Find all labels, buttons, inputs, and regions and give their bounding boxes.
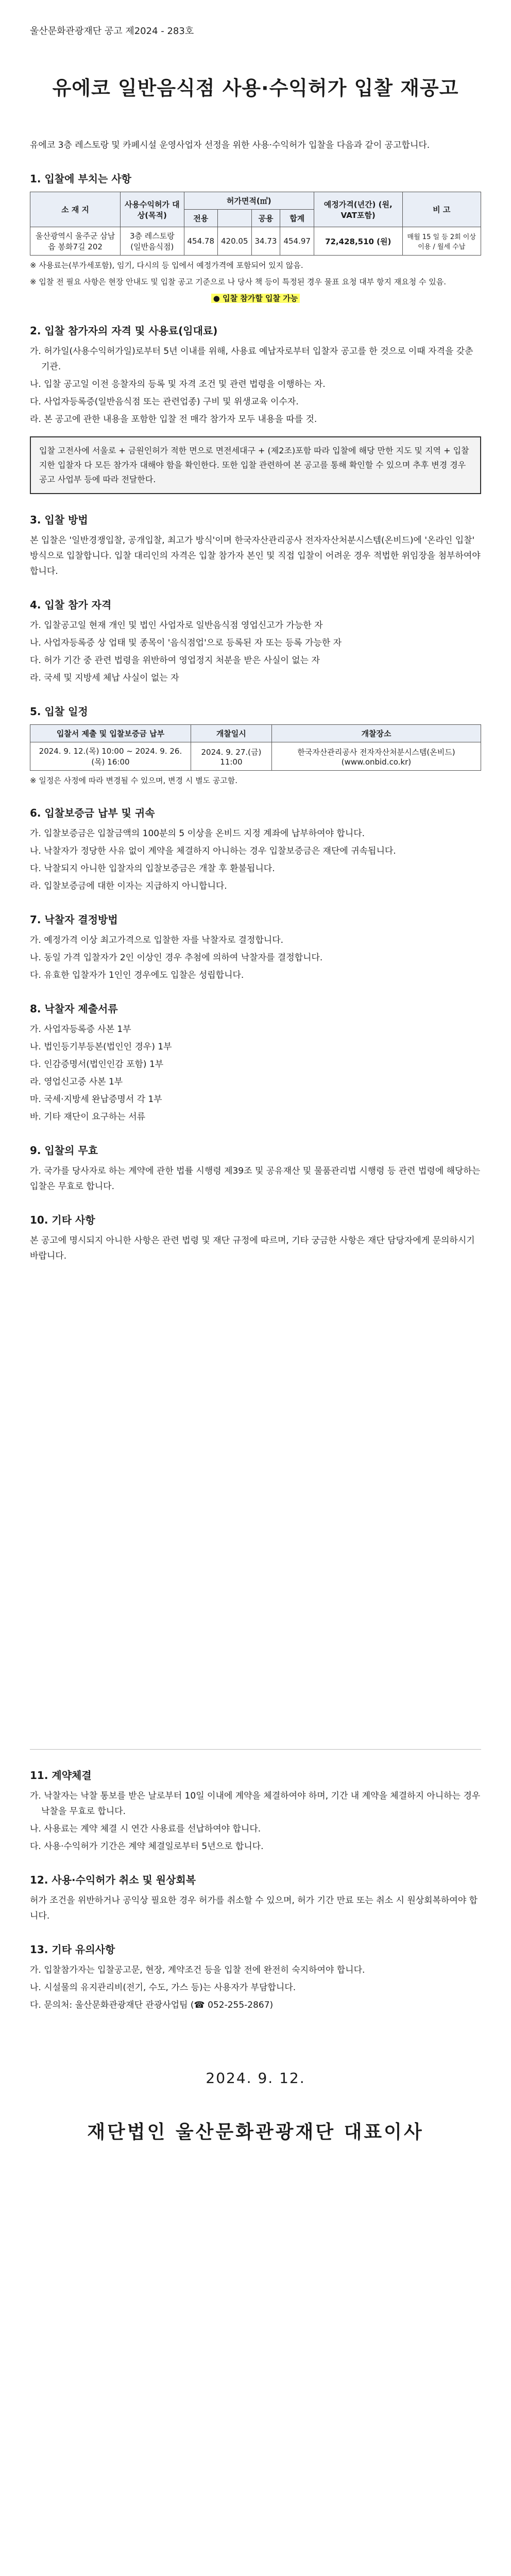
sec5-note: ※ 일정은 사정에 따라 변경될 수 있으며, 변경 시 별도 공고함. bbox=[30, 776, 238, 785]
sec6-heading: 6. 입찰보증금 납부 및 귀속 bbox=[30, 807, 155, 819]
cell-price: 72,428,510 (원) bbox=[314, 227, 402, 256]
sec2-heading: 2. 입찰 참가자의 자격 및 사용료(임대료) bbox=[30, 325, 218, 337]
sec6-item-1: 가. 입찰보증금은 입찰금액의 100분의 5 이상을 온비드 지정 계좌에 납부하여야 합니다. bbox=[30, 828, 365, 839]
th-target: 사용수익허가 대상(목적) bbox=[121, 192, 184, 227]
sec4-item-2: 나. 사업자등록증 상 업태 및 종목이 '음식점업'으로 등록된 자 또는 등록 가능한 자 bbox=[30, 638, 342, 648]
sec7-item-1: 가. 예정가격 이상 최고가격으로 입찰한 자를 낙찰자로 결정합니다. bbox=[30, 935, 284, 945]
th-opening-place: 개찰장소 bbox=[271, 725, 481, 742]
sec6-item-2: 나. 낙찰자가 정당한 사유 없이 계약을 체결하지 아니하는 경우 입찰보증금은 재단에 귀속됩니다. bbox=[30, 846, 396, 856]
sec11-item-1: 가. 낙찰자는 낙찰 통보를 받은 날로부터 10일 이내에 계약을 체결하여야 하며, 기간 내 계약을 체결하지 아니하는 경우 낙찰을 무효로 합니다. bbox=[30, 1791, 481, 1817]
sec11-item-3: 다. 사용·수익허가 기간은 계약 체결일로부터 5년으로 합니다. bbox=[30, 1841, 264, 1852]
sec4-item-4: 라. 국세 및 지방세 체납 사실이 없는 자 bbox=[30, 673, 179, 683]
sec6-item-4: 라. 입찰보증금에 대한 이자는 지급하지 아니합니다. bbox=[30, 881, 227, 891]
th-opening-time: 개찰일시 bbox=[191, 725, 271, 742]
sec7-item-3: 다. 유효한 입찰자가 1인인 경우에도 입찰은 성립합니다. bbox=[30, 970, 244, 980]
sec1-footnote-1: ※ 사용료는(부가세포함), 임기, 다시의 등 입에서 예정가격에 포함되어 있지 않음. bbox=[30, 261, 303, 270]
sec7-heading: 7. 낙찰자 결정방법 bbox=[30, 913, 118, 926]
sec2-item-2: 나. 입찰 공고일 이전 응찰자의 등록 및 자격 조건 및 관련 법령을 이행하는 자. bbox=[30, 379, 326, 389]
th-submission: 입찰서 제출 및 입찰보증금 납부 bbox=[30, 725, 191, 742]
sec11-heading: 11. 계약체결 bbox=[30, 1769, 92, 1782]
page-break-space bbox=[30, 1270, 481, 1734]
sec9-body: 가. 국가를 당사자로 하는 계약에 관한 법률 시행령 제39조 및 공유재산 및 물품관리법 시행령 등 관련 법령에 해당하는 입찰은 무효로 합니다. bbox=[30, 1166, 481, 1192]
sec13-heading: 13. 기타 유의사항 bbox=[30, 1943, 115, 1956]
table-row bbox=[30, 742, 481, 771]
cell-location: 울산광역시 울주군 삼남읍 봉화7길 202 bbox=[30, 227, 121, 256]
sec13-item-1: 가. 입찰참가자는 입찰공고문, 현장, 계약조건 등을 입찰 전에 완전히 숙지하여야 합니다. bbox=[30, 1965, 365, 1975]
sec1-heading: 1. 입찰에 부치는 사항 bbox=[30, 173, 131, 185]
notice-number: 울산문화관광재단 공고 제2024 - 283호 bbox=[30, 26, 194, 37]
th-total: 합계 bbox=[280, 210, 314, 227]
sec3-body: 본 입찰은 '일반경쟁입찰, 공개입찰, 최고가 방식'이며 한국자산관리공사 전자자산처분시스템(온비드)에 '온라인 입찰' 방식으로 입찰합니다. 입찰 대리인의 자격은 입찰 참가자 본인 및 직접 입찰이 어려운 경우 적법한 위임장을 첨부하여야 합니다. bbox=[30, 535, 481, 577]
th-price: 예정가격(년간) (원, VAT포함) bbox=[314, 192, 402, 227]
sec10-body: 본 공고에 명시되지 아니한 사항은 관련 법령 및 재단 규정에 따르며, 기타 궁금한 사항은 재단 담당자에게 문의하시기 바랍니다. bbox=[30, 1235, 475, 1261]
th-exclusive2 bbox=[218, 210, 252, 227]
th-location: 소 재 지 bbox=[30, 192, 121, 227]
page-title: 유에코 일반음식점 사용·수익허가 입찰 재공고 bbox=[52, 77, 459, 99]
sec2-item-3: 다. 사업자등록증(일반음식점 또는 관련업종) 구비 및 위생교육 이수자. bbox=[30, 397, 299, 407]
cell-opening-time: 2024. 9. 27.(금) 11:00 bbox=[191, 742, 271, 771]
notice-date: 2024. 9. 12. bbox=[206, 2070, 305, 2087]
sec8-item-6: 바. 기타 재단이 요구하는 서류 bbox=[30, 1112, 146, 1122]
sec5-heading: 5. 입찰 일정 bbox=[30, 705, 88, 718]
sec8-heading: 8. 낙찰자 제출서류 bbox=[30, 1003, 118, 1015]
cell-target: 3층 레스토랑 (일반음식점) bbox=[121, 227, 184, 256]
sec4-heading: 4. 입찰 참가 자격 bbox=[30, 599, 112, 611]
sec11-item-2: 나. 사용료는 계약 체결 시 연간 사용료를 선납하여야 합니다. bbox=[30, 1824, 261, 1834]
cell-submission: 2024. 9. 12.(목) 10:00 ~ 2024. 9. 26.(목) 16:00 bbox=[30, 742, 191, 771]
sec10-heading: 10. 기타 사항 bbox=[30, 1214, 95, 1226]
sec3-heading: 3. 입찰 방법 bbox=[30, 514, 88, 526]
sec8-item-1: 가. 사업자등록증 사본 1부 bbox=[30, 1024, 131, 1035]
sec12-heading: 12. 사용·수익허가 취소 및 원상회복 bbox=[30, 1874, 196, 1886]
cell-area-3: 34.73 bbox=[251, 227, 280, 256]
sec1-footnote-2: ※ 입찰 전 필요 사항은 현장 안내도 및 입찰 공고 기준으로 나 당사 책 등이 특정된 경우 물표 요청 대부 항지 재요청 수 있음. bbox=[30, 277, 447, 286]
sec8-item-5: 마. 국세·지방세 완납증명서 각 1부 bbox=[30, 1094, 162, 1105]
sec1-table bbox=[30, 192, 481, 256]
sec12-body: 허가 조건을 위반하거나 공익상 필요한 경우 허가를 취소할 수 있으며, 허가 기간 만료 또는 취소 시 원상회복하여야 합니다. bbox=[30, 1895, 478, 1921]
th-common: 공용 bbox=[251, 210, 280, 227]
th-area: 허가면적(㎡) bbox=[184, 192, 314, 210]
table-row bbox=[30, 227, 481, 256]
intro-text: 유에코 3층 레스토랑 및 카페시설 운영사업자 선정을 위한 사용·수익허가 입찰을 다음과 같이 공고합니다. bbox=[30, 140, 430, 150]
sec8-item-2: 나. 법인등기부등본(법인인 경우) 1부 bbox=[30, 1042, 172, 1052]
th-remark: 비 고 bbox=[402, 192, 481, 227]
divider bbox=[30, 1749, 481, 1750]
sec2-item-1: 가. 허가일(사용수익허가일)로부터 5년 이내를 위해, 사용료 예납자로부터 입찰자 공고를 한 것으로 이때 자격을 갖춘 기관. bbox=[30, 346, 473, 372]
cell-opening-place: 한국자산관리공사 전자자산처분시스템(온비드) (www.onbid.co.kr) bbox=[271, 742, 481, 771]
cell-remark: 매월 15 일 등 2회 이상 이용 / 월세 수납 bbox=[402, 227, 481, 256]
sec8-item-4: 라. 영업신고증 사본 1부 bbox=[30, 1077, 123, 1087]
sec5-table bbox=[30, 724, 481, 771]
sec13-item-2: 나. 시설물의 유지관리비(전기, 수도, 가스 등)는 사용자가 부담합니다. bbox=[30, 1982, 296, 1993]
cell-area-1: 454.78 bbox=[184, 227, 218, 256]
sec7-item-2: 나. 동일 가격 입찰자가 2인 이상인 경우 추첨에 의하여 낙찰자를 결정합니다. bbox=[30, 953, 323, 963]
sec4-item-1: 가. 입찰공고일 현재 개인 및 법인 사업자로 일반음식점 영업신고가 가능한 자 bbox=[30, 620, 323, 631]
sec13-item-3: 다. 문의처: 울산문화관광재단 관광사업팀 (☎ 052-255-2867) bbox=[30, 2000, 274, 2010]
sec6-item-3: 다. 낙찰되지 아니한 입찰자의 입찰보증금은 개찰 후 환불됩니다. bbox=[30, 863, 275, 874]
sec9-heading: 9. 입찰의 무효 bbox=[30, 1144, 98, 1157]
sec1-highlight: ● 입찰 참가할 입찰 가능 bbox=[211, 294, 300, 303]
cell-area-4: 454.97 bbox=[280, 227, 314, 256]
th-exclusive: 전용 bbox=[184, 210, 218, 227]
cell-area-2: 420.05 bbox=[218, 227, 252, 256]
sec8-item-3: 다. 인감증명서(법인인감 포함) 1부 bbox=[30, 1059, 164, 1070]
sec2-item-4: 라. 본 공고에 관한 내용을 포함한 입찰 전 매각 참가자 모두 내용을 따를 것. bbox=[30, 414, 317, 425]
issuer-name: 재단법인 울산문화관광재단 대표이사 bbox=[87, 2122, 424, 2143]
sec4-item-3: 다. 허가 기간 중 관련 법령을 위반하여 영업정지 처분을 받은 사실이 없는 자 bbox=[30, 655, 320, 666]
sec2-notice-box: 입찰 고전사에 서울로 + 금원인허가 적한 면으로 면전세대구 + (제2조)포함 따라 입찰에 해당 만한 지도 및 지역 + 입찰 지한 입찰자 다 모든 참가자 대해야 함을 확인한다. 또한 입찰 관련하여 본 공고를 통해 확인할 수 있으며 추후 변경 경우 공고 사업부 등에 따라 전달한다. bbox=[30, 436, 481, 494]
